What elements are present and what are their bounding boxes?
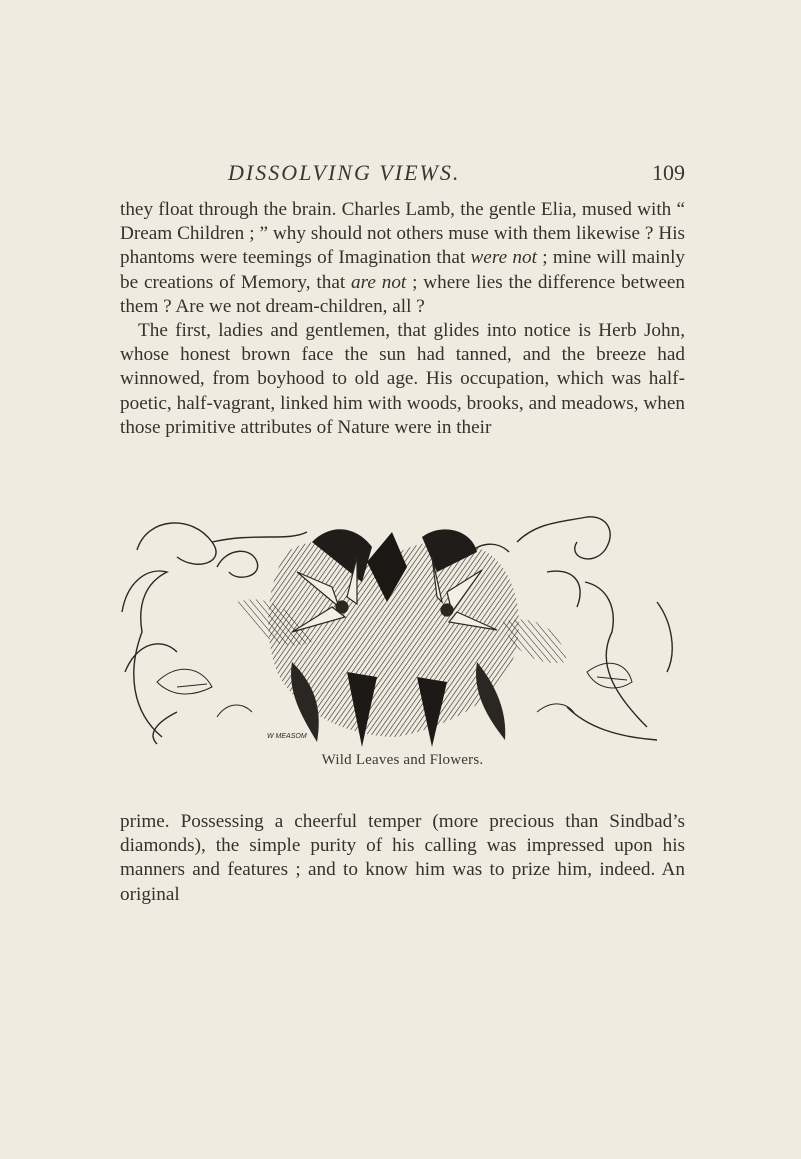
engraver-signature: W MEASOM — [267, 733, 307, 740]
paragraph-1-text-a: they float through the brain. Charles Lamb, the gentle Elia, mused with “ Dream Children ; ” why should not others muse with them likewise ? His phantoms were teemings of Imagination that — [120, 199, 685, 269]
page-header — [120, 160, 690, 192]
floral-engraving — [117, 512, 687, 747]
paragraph-1 — [120, 198, 685, 319]
paragraph-1-text-c: ; where lies the difference between them ? Are we not dream-children, all ? — [120, 271, 686, 317]
text-block-bottom — [120, 810, 685, 907]
paragraph-1-emphasis-1: were not — [470, 247, 537, 269]
paragraph-1-emphasis-2: are not — [351, 271, 407, 293]
paragraph-3: prime. Possessing a cheerful temper (more precious than Sindbad’s diamonds), the simple purity of his calling was impressed upon his manners and features ; and to know him was to prize him, indeed. An original — [120, 811, 685, 905]
illustration-wild-leaves — [117, 512, 687, 747]
running-title: DISSOLVING VIEWS. — [228, 160, 461, 185]
text-block-top — [120, 198, 685, 440]
paragraph-2: The first, ladies and gentlemen, that glides into notice is Herb John, whose honest brown face the sun had tanned, and the breeze had winnowed, from boyhood to old age. His occupation, which was half-poetic, half-vagrant, linked him with woods, brooks, and meadows, when those primitive attributes of Nature were in their — [120, 320, 685, 438]
paragraph-1-text-b: ; mine will mainly be creations of Memory, that — [120, 247, 685, 293]
figure-caption: Wild Leaves and Flowers. — [321, 752, 484, 768]
central-foliage — [237, 529, 567, 747]
page-number: 109 — [652, 160, 685, 185]
